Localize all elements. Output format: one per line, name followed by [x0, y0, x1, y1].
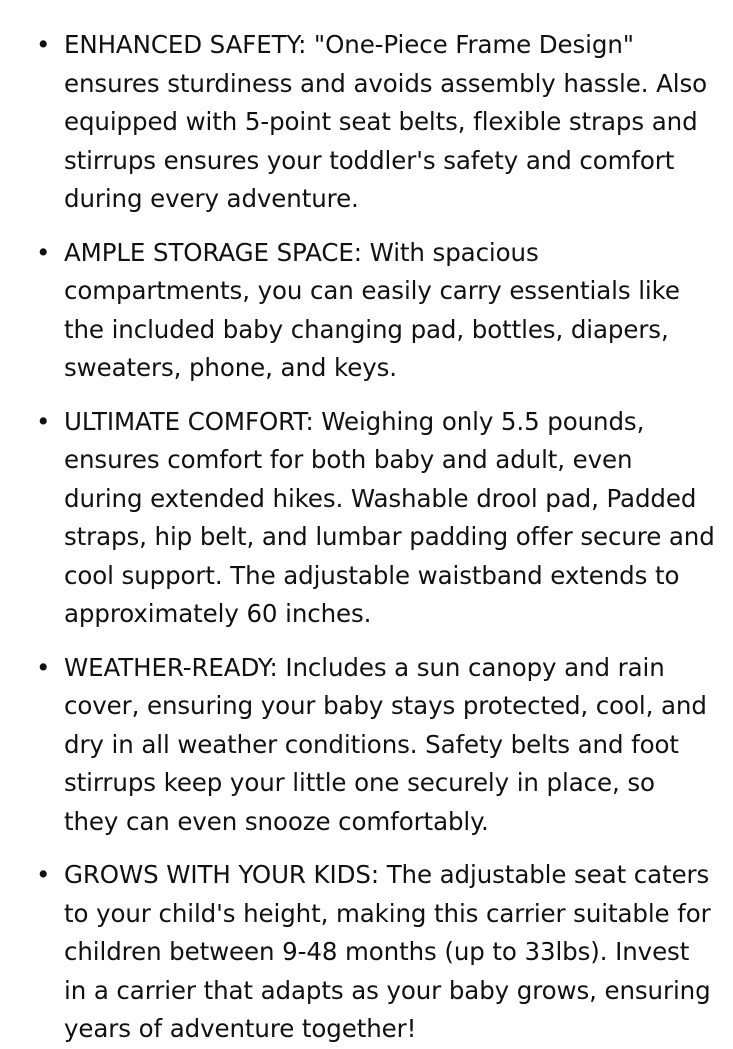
bullet-icon: • [36, 860, 51, 889]
bullet-icon: • [36, 652, 51, 682]
list-item [30, 234, 715, 388]
bullet-icon: • [36, 406, 51, 436]
bullet-icon: • [36, 237, 51, 267]
list-item [30, 403, 715, 634]
feature-text: AMPLE STORAGE SPACE: With spacious compartments, you can easily carry essentials like the included baby changing pad, bottles, diapers, sweaters, phone, and keys. [64, 237, 680, 382]
feature-text: ENHANCED SAFETY: "One-Piece Frame Design" ensures sturdiness and avoids assembly hassle. Also equipped with 5-point seat belts, flexible straps and stirrups ensures your toddler's safety and comfort during every adventure. [64, 30, 708, 213]
list-item [30, 856, 715, 1049]
feature-text: ULTIMATE COMFORT: Weighing only 5.5 pounds, ensures comfort for both baby and adult, even during extended hikes. Washable drool pad, Padded straps, hip belt, and lumbar padding offer secure and cool support. The adjustable waistband extends to approximately 60 inches. [64, 406, 715, 628]
list-item [30, 649, 715, 842]
feature-text: GROWS WITH YOUR KIDS: The adjustable seat caters to your child's height, making this carrier suitable for children between 9-48 months (up to 33lbs). Invest in a carrier that adapts as your baby grows, ensuring years of adventure together! [64, 860, 711, 1043]
list-item [30, 26, 715, 219]
bullet-icon: • [36, 30, 51, 59]
feature-text: WEATHER-READY: Includes a sun canopy and rain cover, ensuring your baby stays protected, cool, and dry in all weather conditions. Safety belts and foot stirrups keep your little one securely in place, so they can even snooze comfortably. [64, 652, 707, 836]
